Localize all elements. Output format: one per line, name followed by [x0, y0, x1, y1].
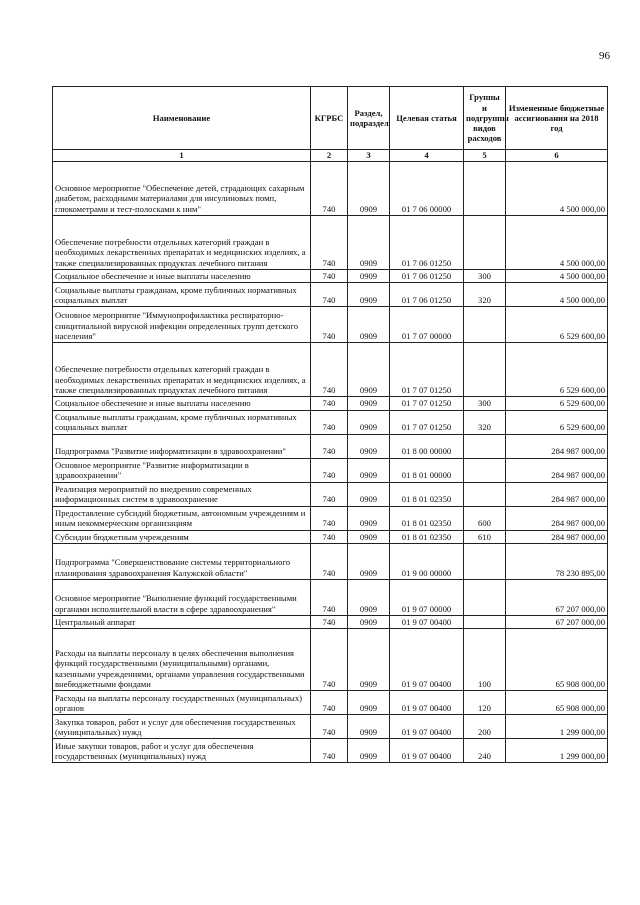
table-row: [53, 615, 608, 628]
row-name: Социальное обеспечение и иные выплаты населению: [53, 397, 311, 410]
row-section: 0909: [348, 506, 390, 530]
row-article: 01 7 06 00000: [390, 162, 464, 216]
row-kgrbs: 740: [311, 543, 348, 579]
row-amount: 4 500 000,00: [506, 270, 608, 283]
budget-table: [52, 86, 608, 763]
row-kgrbs: 740: [311, 691, 348, 715]
row-kgrbs: 740: [311, 283, 348, 307]
row-group: 320: [464, 283, 506, 307]
table-row: [53, 270, 608, 283]
row-amount: 67 207 000,00: [506, 615, 608, 628]
row-amount: 6 529 600,00: [506, 410, 608, 434]
row-article: 01 7 07 01250: [390, 397, 464, 410]
row-name: Основное мероприятие "Иммунопрофилактика респираторно-синцитиальной вирусной инфекции определенных групп детского населения": [53, 307, 311, 343]
row-section: 0909: [348, 615, 390, 628]
row-group: [464, 307, 506, 343]
row-section: 0909: [348, 482, 390, 506]
table-row: [53, 543, 608, 579]
row-article: 01 9 00 00000: [390, 543, 464, 579]
row-section: 0909: [348, 434, 390, 458]
table-row: [53, 283, 608, 307]
row-article: 01 8 01 02350: [390, 530, 464, 543]
table-row: [53, 410, 608, 434]
row-group: [464, 343, 506, 397]
column-number: 5: [464, 150, 506, 162]
row-article: 01 9 07 00400: [390, 615, 464, 628]
table-header: [53, 87, 608, 150]
row-article: 01 8 00 00000: [390, 434, 464, 458]
row-article: 01 9 07 00400: [390, 739, 464, 763]
row-section: 0909: [348, 458, 390, 482]
row-section: 0909: [348, 691, 390, 715]
row-group: [464, 482, 506, 506]
header-article: Целевая статья: [390, 87, 464, 150]
row-kgrbs: 740: [311, 434, 348, 458]
table-row: [53, 343, 608, 397]
row-name: Основное мероприятие "Развитие информатизации в здравоохранении": [53, 458, 311, 482]
row-name: Предоставление субсидий бюджетным, автономным учреждениям и иным некоммерческим организациям: [53, 506, 311, 530]
table-row: [53, 162, 608, 216]
row-amount: 1 299 000,00: [506, 739, 608, 763]
header-group: Группы и подгруппы видов расходов: [464, 87, 506, 150]
row-group: [464, 543, 506, 579]
row-kgrbs: 740: [311, 307, 348, 343]
row-article: 01 9 07 00400: [390, 629, 464, 691]
row-name: Обеспечение потребности отдельных категорий граждан в необходимых лекарственных препаратах и медицинских изделиях, а также специализированных продуктах лечебного питания: [53, 216, 311, 270]
row-group: 100: [464, 629, 506, 691]
row-name: Закупка товаров, работ и услуг для обеспечения государственных (муниципальных) нужд: [53, 715, 311, 739]
row-group: [464, 162, 506, 216]
row-article: 01 7 07 01250: [390, 343, 464, 397]
row-name: Социальные выплаты гражданам, кроме публичных нормативных социальных выплат: [53, 283, 311, 307]
row-name: Расходы на выплаты персоналу государственных (муниципальных) органов: [53, 691, 311, 715]
row-amount: 284 987 000,00: [506, 530, 608, 543]
row-group: 240: [464, 739, 506, 763]
row-article: 01 9 07 00400: [390, 691, 464, 715]
row-kgrbs: 740: [311, 530, 348, 543]
row-group: [464, 458, 506, 482]
column-number: 1: [53, 150, 311, 162]
row-amount: 67 207 000,00: [506, 579, 608, 615]
row-section: 0909: [348, 162, 390, 216]
table-row: [53, 434, 608, 458]
row-group: [464, 579, 506, 615]
column-number: 4: [390, 150, 464, 162]
row-name: Обеспечение потребности отдельных категорий граждан в необходимых лекарственных препаратах и медицинских изделиях, а также специализированных продуктах лечебного питания: [53, 343, 311, 397]
row-name: Реализация мероприятий по внедрению современных информационных систем в здравоохранение: [53, 482, 311, 506]
row-amount: 284 987 000,00: [506, 506, 608, 530]
header-name: Наименование: [53, 87, 311, 150]
row-name: Субсидии бюджетным учреждениям: [53, 530, 311, 543]
row-kgrbs: 740: [311, 629, 348, 691]
row-kgrbs: 740: [311, 739, 348, 763]
header-kgrbs: КГРБС: [311, 87, 348, 150]
row-section: 0909: [348, 579, 390, 615]
row-kgrbs: 740: [311, 715, 348, 739]
table-row: [53, 530, 608, 543]
row-kgrbs: 740: [311, 216, 348, 270]
table-row: [53, 629, 608, 691]
row-section: 0909: [348, 343, 390, 397]
row-group: 320: [464, 410, 506, 434]
row-amount: 65 908 000,00: [506, 691, 608, 715]
row-name: Социальные выплаты гражданам, кроме публичных нормативных социальных выплат: [53, 410, 311, 434]
row-name: Подпрограмма "Совершенствование системы территориального планирования здравоохранения Калужской области": [53, 543, 311, 579]
row-kgrbs: 740: [311, 162, 348, 216]
row-name: Иные закупки товаров, работ и услуг для обеспечения государственных (муниципальных) нужд: [53, 739, 311, 763]
row-group: 300: [464, 270, 506, 283]
row-section: 0909: [348, 283, 390, 307]
row-amount: 1 299 000,00: [506, 715, 608, 739]
row-amount: 284 987 000,00: [506, 458, 608, 482]
row-group: 610: [464, 530, 506, 543]
row-amount: 4 500 000,00: [506, 216, 608, 270]
row-amount: 4 500 000,00: [506, 283, 608, 307]
row-group: [464, 216, 506, 270]
row-kgrbs: 740: [311, 343, 348, 397]
row-section: 0909: [348, 270, 390, 283]
row-article: 01 7 06 01250: [390, 270, 464, 283]
row-name: Центральный аппарат: [53, 615, 311, 628]
row-group: [464, 434, 506, 458]
row-kgrbs: 740: [311, 579, 348, 615]
row-group: 120: [464, 691, 506, 715]
row-section: 0909: [348, 216, 390, 270]
row-article: 01 8 01 00000: [390, 458, 464, 482]
row-name: Основное мероприятие "Выполнение функций государственными органами исполнительной власти в сфере здравоохранения": [53, 579, 311, 615]
row-name: Социальное обеспечение и иные выплаты населению: [53, 270, 311, 283]
table-row: [53, 216, 608, 270]
row-kgrbs: 740: [311, 397, 348, 410]
row-article: 01 7 06 01250: [390, 283, 464, 307]
column-number: 6: [506, 150, 608, 162]
row-kgrbs: 740: [311, 615, 348, 628]
table-row: [53, 579, 608, 615]
table-row: [53, 397, 608, 410]
header-amount: Измененные бюджетные ассигнования на 2018 год: [506, 87, 608, 150]
table-row: [53, 506, 608, 530]
row-article: 01 9 07 00000: [390, 579, 464, 615]
row-amount: 284 987 000,00: [506, 482, 608, 506]
row-article: 01 7 06 01250: [390, 216, 464, 270]
row-article: 01 8 01 02350: [390, 506, 464, 530]
row-article: 01 7 07 00000: [390, 307, 464, 343]
table-row: [53, 739, 608, 763]
row-section: 0909: [348, 410, 390, 434]
row-name: Расходы на выплаты персоналу в целях обеспечения выполнения функций государственными (муниципальными) органами, казенными учреждениями, органами управления государственными внебюджетными фондами: [53, 629, 311, 691]
row-kgrbs: 740: [311, 458, 348, 482]
row-amount: 6 529 600,00: [506, 307, 608, 343]
row-kgrbs: 740: [311, 482, 348, 506]
table-row: [53, 307, 608, 343]
row-article: 01 9 07 00400: [390, 715, 464, 739]
row-kgrbs: 740: [311, 410, 348, 434]
row-section: 0909: [348, 739, 390, 763]
column-number: 3: [348, 150, 390, 162]
row-amount: 6 529 600,00: [506, 343, 608, 397]
row-amount: 4 500 000,00: [506, 162, 608, 216]
row-article: 01 8 01 02350: [390, 482, 464, 506]
header-section: Раздел, подраздел: [348, 87, 390, 150]
row-kgrbs: 740: [311, 270, 348, 283]
row-section: 0909: [348, 629, 390, 691]
row-amount: 6 529 600,00: [506, 397, 608, 410]
row-section: 0909: [348, 530, 390, 543]
table-row: [53, 715, 608, 739]
column-number: 2: [311, 150, 348, 162]
row-group: [464, 615, 506, 628]
row-group: 600: [464, 506, 506, 530]
row-section: 0909: [348, 543, 390, 579]
row-kgrbs: 740: [311, 506, 348, 530]
table-row: [53, 482, 608, 506]
column-number-row: [53, 150, 608, 162]
row-article: 01 7 07 01250: [390, 410, 464, 434]
table-row: [53, 458, 608, 482]
row-amount: 284 987 000,00: [506, 434, 608, 458]
table-body: [53, 150, 608, 763]
row-group: 300: [464, 397, 506, 410]
row-amount: 78 230 895,00: [506, 543, 608, 579]
row-section: 0909: [348, 307, 390, 343]
row-section: 0909: [348, 397, 390, 410]
row-section: 0909: [348, 715, 390, 739]
row-group: 200: [464, 715, 506, 739]
row-name: Основное мероприятие "Обеспечение детей, страдающих сахарным диабетом, расходными материалами для инсулиновых помп, глюкометрами и тест-полосками к ним": [53, 162, 311, 216]
page-number: 96: [599, 50, 610, 62]
row-amount: 65 908 000,00: [506, 629, 608, 691]
row-name: Подпрограмма "Развитие информатизации в здравоохранении": [53, 434, 311, 458]
table-row: [53, 691, 608, 715]
